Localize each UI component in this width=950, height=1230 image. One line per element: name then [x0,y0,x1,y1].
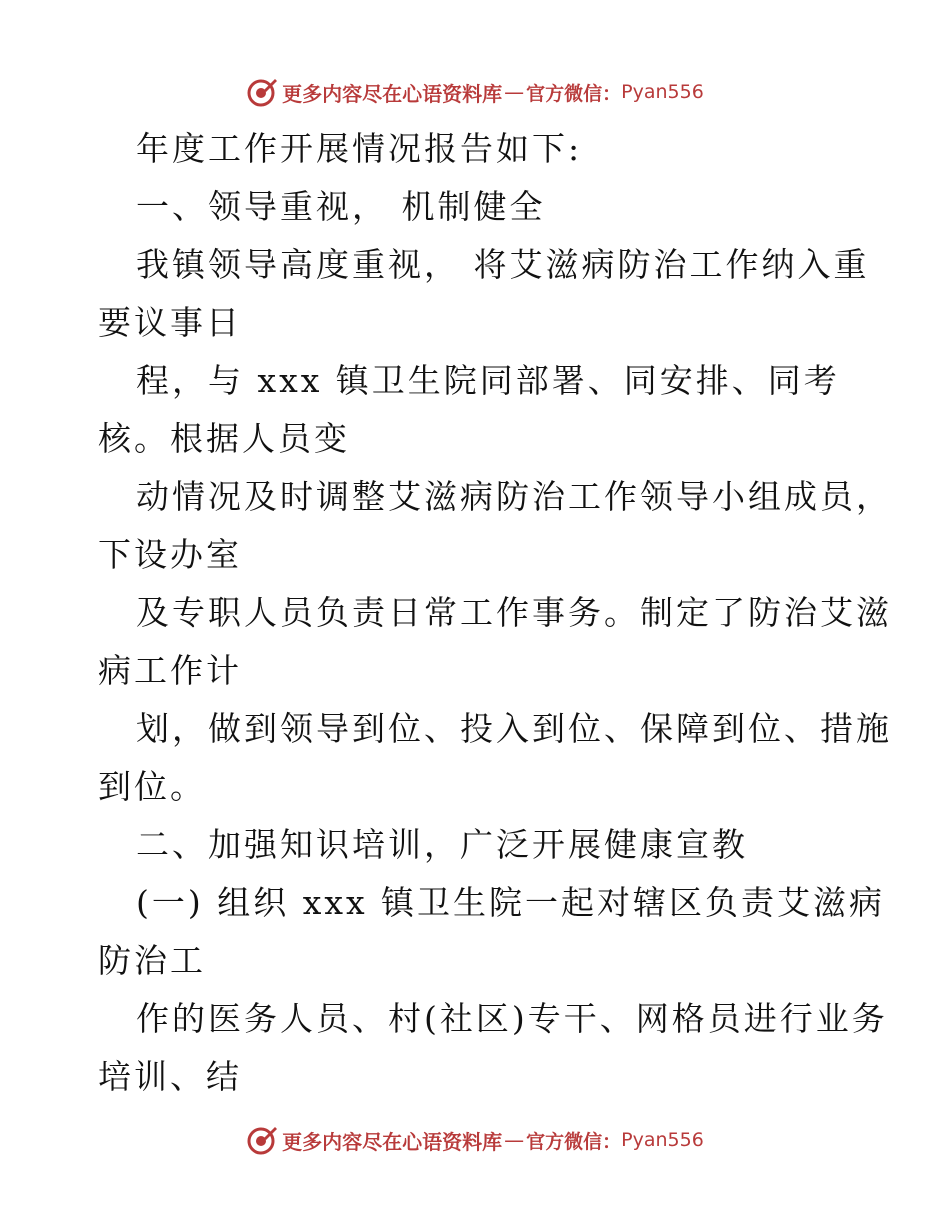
watermark-wechat-label: 官方微信： [526,82,622,105]
watermark-separator: — [504,80,525,104]
text-line: 防治工 [98,941,206,980]
text-line: 到位。 [98,767,206,806]
watermark-site-text: 更多内容尽在心语资料库 [282,1129,503,1154]
watermark-footer [0,1120,950,1160]
watermark-site-text: 更多内容尽在心语资料库 [282,81,503,106]
text-line: 病工作计 [98,651,242,690]
text-line: 划，做到领导到位、投入到位、保障到位、措施 [136,709,892,748]
text-line: 二、加强知识培训，广泛开展健康宣教 [136,825,748,864]
text-line: 程，与 xxx 镇卫生院同部署、同安排、同考 [136,361,840,400]
text-line: 下设办室 [98,535,242,574]
text-line: 年度工作开展情况报告如下: [136,129,583,168]
text-line: 及专职人员负责日常工作事务。制定了防治艾滋 [136,593,892,632]
text-line: (一) 组织 xxx 镇卫生院一起对辖区负责艾滋病 [136,883,886,922]
pen-logo-icon [246,76,278,108]
text-line: 动情况及时调整艾滋病防治工作领导小组成员， [136,477,892,516]
text-line: 要议事日 [98,303,242,342]
watermark-wechat-id: Pyan556 [621,81,704,103]
text-line: 一、领导重视， 机制健全 [136,187,546,226]
watermark-wechat-label: 官方微信： [526,1130,622,1153]
text-line: 我镇领导高度重视， 将艾滋病防治工作纳入重 [136,245,870,284]
text-line: 作的医务人员、村(社区)专干、网格员进行业务 [136,999,888,1038]
pen-logo-icon [246,1124,278,1156]
watermark-separator: — [504,1128,525,1152]
watermark-wechat-id: Pyan556 [621,1129,704,1151]
text-line: 核。根据人员变 [98,419,350,458]
text-line: 培训、结 [98,1057,242,1096]
watermark-header [0,72,950,112]
